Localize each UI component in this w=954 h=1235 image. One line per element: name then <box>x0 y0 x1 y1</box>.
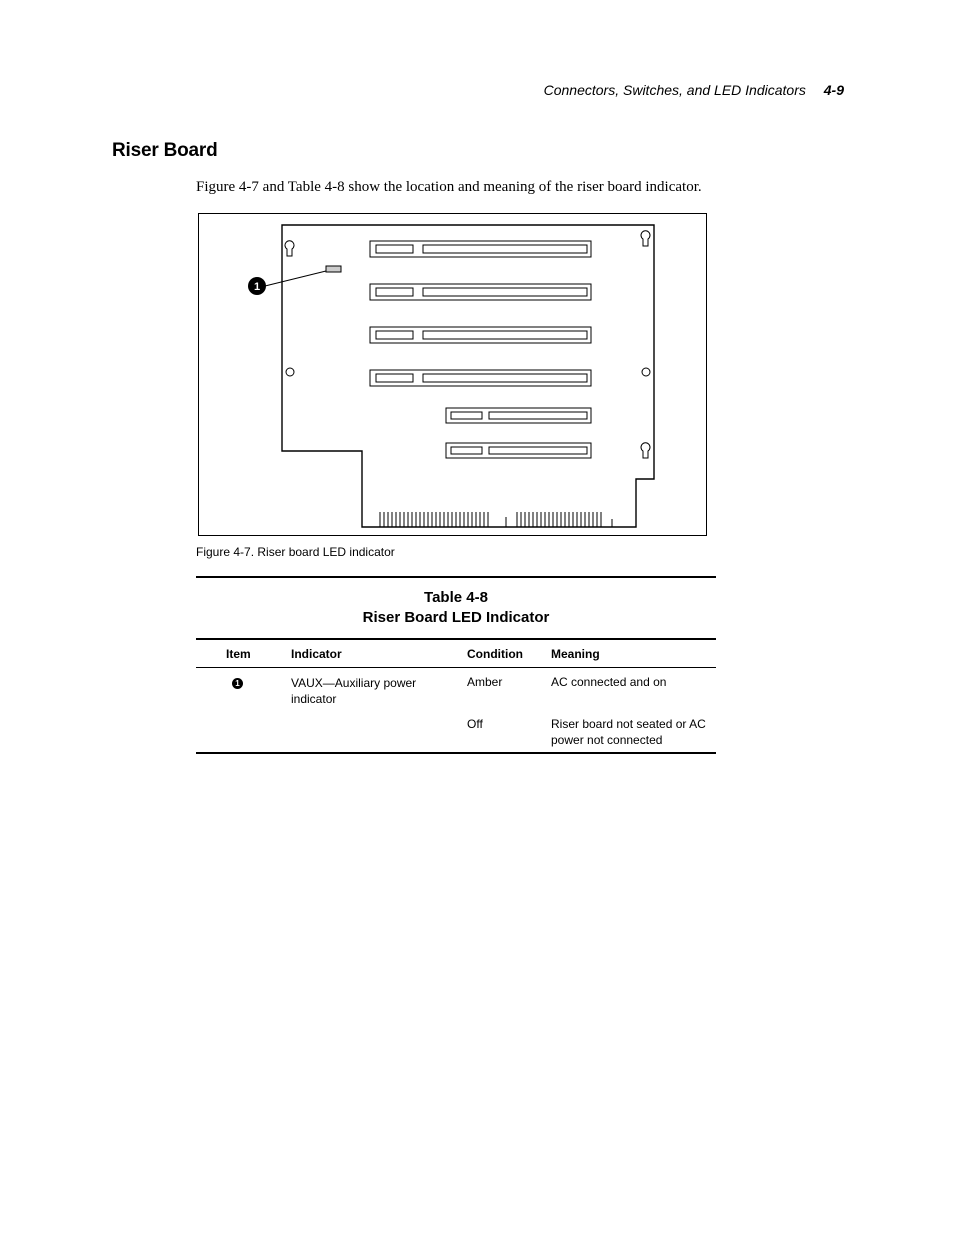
row-1-meaning: AC connected and on <box>551 675 667 689</box>
vaux-led <box>326 266 341 272</box>
header-condition: Condition <box>467 647 523 661</box>
table-top-rule <box>196 576 716 578</box>
table-number: Table 4-8 <box>424 589 488 606</box>
header-meaning: Meaning <box>551 647 600 661</box>
row-2-condition: Off <box>467 717 483 731</box>
item-marker: 1 <box>232 678 243 689</box>
callout-number: 1 <box>253 281 261 293</box>
table-header-rule <box>196 638 716 640</box>
row-2-meaning-line-2: power not connected <box>551 733 663 747</box>
row-1-condition: Amber <box>467 675 503 689</box>
table-body-rule <box>196 667 716 668</box>
table-title: Riser Board LED Indicator <box>362 609 550 626</box>
section-title: Riser Board <box>112 140 218 161</box>
running-header <box>544 82 844 98</box>
indicator-line-1: VAUX—Auxiliary power <box>291 676 417 690</box>
table-bottom-rule <box>196 752 716 754</box>
riser-board-figure <box>198 213 707 536</box>
figure-caption: Figure 4-7. Riser board LED indicator <box>196 545 395 559</box>
expansion-slot <box>370 241 591 386</box>
intro-paragraph: Figure 4-7 and Table 4-8 show the location and meaning of the riser board indicator. <box>196 179 702 195</box>
riser-board-diagram <box>199 214 708 537</box>
callout-leader <box>265 271 326 286</box>
mounting-hole-icon <box>286 368 650 376</box>
chapter-title: Connectors, Switches, and LED Indicators <box>543 82 806 98</box>
header-indicator: Indicator <box>291 647 342 661</box>
row-2-meaning-line-1: Riser board not seated or AC <box>551 717 706 731</box>
header-item: Item <box>226 647 251 661</box>
edge-connector <box>380 512 612 527</box>
indicator-line-2: indicator <box>291 692 337 706</box>
page-number: 4-9 <box>823 82 844 98</box>
keyhole-icon <box>285 231 650 458</box>
expansion-slot-short <box>446 408 591 458</box>
